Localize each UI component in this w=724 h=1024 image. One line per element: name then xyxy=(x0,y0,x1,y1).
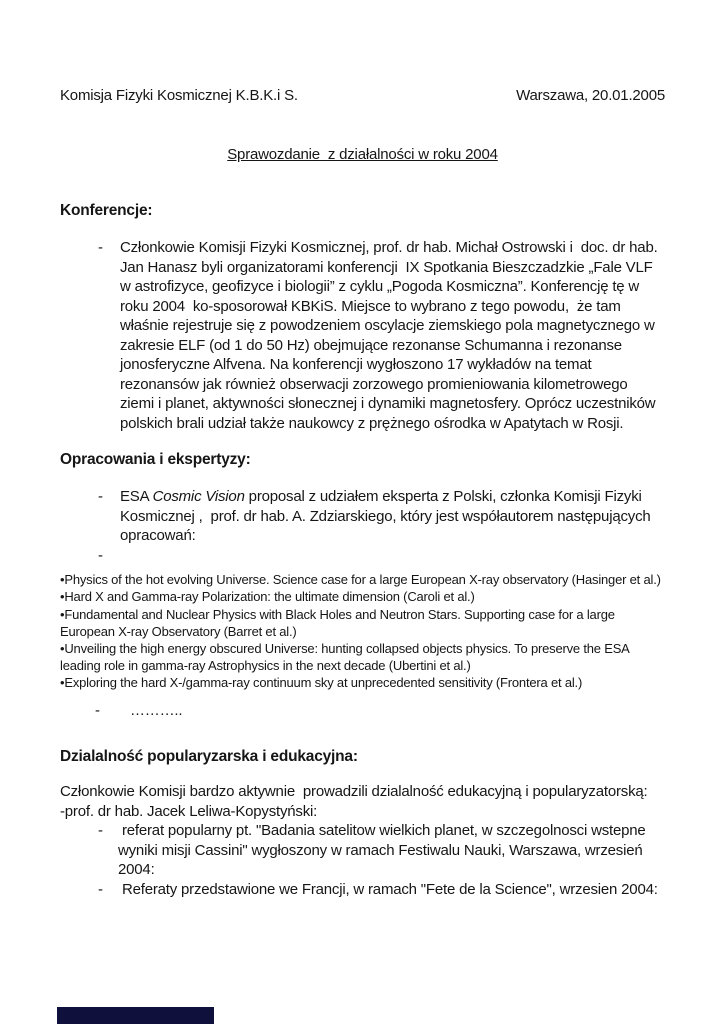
publication-item: •Fundamental and Nuclear Physics with Black Holes and Neutron Stars. Supporting case for a large European X-ray Observatory (Barret et al.) xyxy=(60,606,619,639)
dzialalnosc-person: -prof. dr hab. Jacek Leliwa-Kopystyński: xyxy=(60,802,318,820)
dzialalnosc-item-text: Referaty przedstawione we Francji, w ramach "Fete de la Science", wrzesien 2004: xyxy=(118,880,658,898)
bullet-dash: - xyxy=(98,488,103,506)
publication-item: •Hard X and Gamma-ray Polarization: the ultimate dimension (Caroli et al.) xyxy=(60,589,475,605)
publication-item: •Exploring the hard X-/gamma-ray continuum sky at unprecedented sensitivity (Frontera et al.) xyxy=(60,675,583,691)
section-heading-konferencje: Konferencje: xyxy=(60,202,153,219)
empty-bullet-dash: - xyxy=(98,546,103,564)
bullet-dash: - xyxy=(95,702,100,720)
bullet-dash: - xyxy=(98,822,103,840)
esa-italic-phrase: Cosmic Vision xyxy=(152,488,245,506)
esa-rest: proposal z udziałem eksperta z Polski, członka Komisji Fizyki Kosmicznej , prof. dr hab. A. Zdziarskiego, który jest współautorem następujących opracowań: xyxy=(120,488,655,545)
section-heading-dzialalnosc: Dzialalność popularyzarska i edukacyjna: xyxy=(60,747,358,765)
bullet-dash: - xyxy=(98,880,103,898)
publications-list xyxy=(60,571,665,691)
dzialalnosc-item xyxy=(60,821,665,880)
dzialalnosc-intro: Członkowie Komisji bardzo aktywnie prowadzili dzialalność edukacyjną i popularyzatorską: xyxy=(60,783,648,801)
konferencje-bullet-text: Członkowie Komisji Fizyki Kosmicznej, prof. dr hab. Michał Ostrowski i doc. dr hab. Jan Hanasz byli organizatorami konferencji IX Spotkania Bieszczadzkie „Fale VLF w astrofizyce, geofizyce i biologii” z cyklu „Pogoda Kosmiczna”. Konferencję tę w roku 2004 ko-sposorował KBKiS. Miejsce to wybrano z tego powodu, że tam właśnie rejestruje się z powodzeniem oscylacje ziemskiego pola magnetycznego w zakresie ELF (od 1 do 50 Hz) obejmujące rezonanse Schumanna i rezonanse jonosferyczne Alfvena. Na konferencji wygłoszono 17 wykładów na temat rezonansów jak również obserwacji zorzowego promieniowania kilometrowego ziemi i planet, aktywności słonecznej i dynamiki magnetosfery. Oprócz uczestników polskich brali udział także naukowcy z prężnego ośrodka w Apatytach w Rosji. xyxy=(120,239,662,432)
ellipsis-row xyxy=(60,701,665,721)
document-header xyxy=(60,86,665,106)
esa-bullet-item xyxy=(60,487,665,546)
document-title: Sprawozdanie z działalności w roku 2004 xyxy=(227,145,498,163)
esa-prefix: ESA xyxy=(120,488,153,506)
dzialalnosc-item-text: referat popularny pt. "Badania satelitow wielkich planet, w szczegolnosci wstepne wyniki misji Cassini" wygłoszony w ramach Festiwalu Nauki, Warszawa, wrzesień 2004: xyxy=(118,822,650,879)
esa-bullet-text xyxy=(120,487,665,546)
header-place-date: Warszawa, 20.01.2005 xyxy=(516,87,665,104)
konferencje-bullet-item xyxy=(60,238,665,433)
publication-item: •Physics of the hot evolving Universe. Science case for a large European X-ray observatory (Hasinger et al.) xyxy=(60,572,661,588)
next-page-element-partial xyxy=(57,1007,214,1024)
section-heading-opracowania: Opracowania i ekspertyzy: xyxy=(60,451,251,469)
ellipsis-dots: ……….. xyxy=(130,702,183,720)
publication-item: •Unveiling the high energy obscured Universe: hunting collapsed objects physics. To preserve the ESA leading role in gamma-ray Astrophysics in the next decade (Ubertini et al.) xyxy=(60,640,633,674)
dzialalnosc-item xyxy=(60,880,665,900)
bullet-dash: - xyxy=(98,239,103,257)
header-organization: Komisja Fizyki Kosmicznej K.B.K.i S. xyxy=(60,87,298,104)
